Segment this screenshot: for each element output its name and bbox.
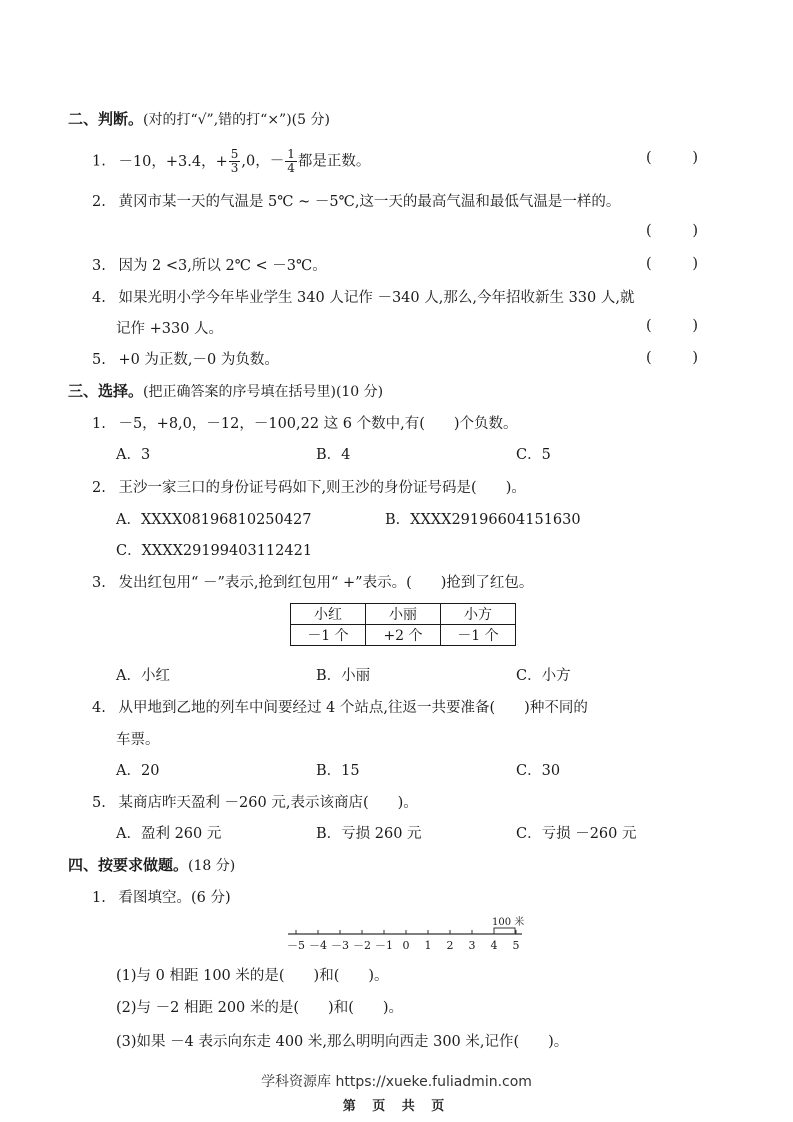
judge-item-4	[92, 286, 634, 307]
choice-q4-cont: 车票。	[116, 732, 160, 748]
item-number: 4.	[92, 290, 106, 306]
choice-q4-option-c[interactable]: C．30	[516, 763, 561, 779]
item-text: 某商店昨天盈利 －260 元,表示该商店( )。	[118, 795, 418, 811]
number-line-label: 3	[468, 939, 476, 952]
footer-page-number: 第 页 共 页	[342, 1099, 451, 1114]
item-number: 1.	[92, 416, 106, 432]
number-line-label: －1	[375, 939, 393, 952]
item-text: 从甲地到乙地的列车中间要经过 4 个站点,往返一共要准备( )种不同的	[118, 700, 588, 716]
choice-q2-option-a[interactable]: A．XXXX08196810250427	[116, 512, 312, 528]
judge-item-1	[92, 148, 370, 175]
table-row	[291, 625, 516, 646]
number-line-label: －4	[309, 939, 327, 952]
choice-q5	[92, 791, 418, 812]
footer-source: 学科资源库 https://xueke.fuliadmin.com	[261, 1074, 532, 1090]
section-work-title: 四、按要求做题。	[68, 856, 189, 874]
section-judge-note: (对的打“√”,错的打“×”)(5 分)	[143, 112, 330, 128]
choice-q5-option-a[interactable]: A．盈利 260 元	[116, 826, 222, 842]
item-number: 3.	[92, 575, 106, 591]
answer-paren-3[interactable]: ( )	[646, 256, 698, 272]
section-choice-note: (把正确答案的序号填在括号里)(10 分)	[143, 384, 384, 400]
fraction-one-quarter: $\frac{1}{4}$	[287, 147, 295, 175]
choice-q2	[92, 476, 526, 497]
choice-q2-option-b[interactable]: B．XXXX29196604151630	[385, 512, 581, 528]
item-text: －5，+8,0，－12，－100,22 这 6 个数中,有( )个负数。	[118, 416, 518, 432]
work-q1-sub2: (2)与 －2 相距 200 米的是( )和( )。	[116, 1000, 404, 1016]
judge-item-3	[92, 254, 327, 275]
judge-item-5	[92, 348, 279, 369]
item-number: 4.	[92, 700, 106, 716]
number-line-label: －2	[353, 939, 371, 952]
section-choice-heading	[68, 380, 383, 401]
item-number: 3.	[92, 258, 106, 274]
choice-q1-option-c[interactable]: C．5	[516, 447, 551, 463]
choice-q4-option-b[interactable]: B．15	[316, 763, 360, 779]
table-header-cell: 小丽	[366, 604, 441, 625]
item-text: 看图填空。(6 分)	[118, 890, 231, 906]
fraction-five-thirds: $\frac{5}{3}$	[230, 147, 239, 175]
number-line-label: 5	[512, 939, 520, 952]
work-q1-sub1: (1)与 0 相距 100 米的是( )和( )。	[116, 968, 389, 984]
section-judge-title: 二、判断。	[68, 110, 144, 128]
item-number: 2.	[92, 194, 106, 210]
section-judge-heading	[68, 108, 330, 129]
choice-q1-option-a[interactable]: A．3	[116, 447, 151, 463]
item-text: 黄冈市某一天的气温是 5℃ ~ －5℃,这一天的最高气温和最低气温是一样的。	[118, 194, 621, 210]
work-q1	[92, 886, 231, 907]
table-cell: +2 个	[366, 625, 441, 646]
section-choice-title: 三、选择。	[68, 382, 144, 400]
item-text: 如果光明小学今年毕业学生 340 人记作 －340 人,那么,今年招收新生 330 人,就	[118, 290, 635, 306]
section-work-note: (18 分)	[188, 858, 236, 874]
scale-bar	[494, 928, 515, 934]
choice-q2-option-c[interactable]: C．XXXX29199403112421	[116, 543, 313, 559]
item-text: 发出红包用“ －”表示,抢到红包用“ +”表示。( )抢到了红包。	[118, 575, 534, 591]
choice-q4	[92, 696, 588, 717]
number-line-label: 2	[446, 939, 454, 952]
choice-q5-option-b[interactable]: B．亏损 260 元	[316, 826, 422, 842]
choice-q4-option-a[interactable]: A．20	[116, 763, 160, 779]
choice-q1-option-b[interactable]: B．4	[316, 447, 351, 463]
section-work-heading	[68, 854, 235, 875]
red-packet-table	[290, 603, 516, 646]
item-number: 5.	[92, 352, 106, 368]
scale-label: 100 米	[492, 917, 525, 928]
item-number: 1.	[92, 153, 106, 170]
choice-q1	[92, 412, 518, 433]
choice-q3-option-c[interactable]: C．小方	[516, 668, 571, 684]
number-line-label: 4	[490, 939, 498, 952]
choice-q3-option-b[interactable]: B．小丽	[316, 668, 371, 684]
item-text-post: 都是正数。	[297, 153, 371, 170]
item-number: 1.	[92, 890, 106, 906]
table-header-cell: 小红	[291, 604, 366, 625]
answer-paren-5[interactable]: ( )	[646, 350, 698, 366]
item-text-pre: －10，+3.4，+	[118, 153, 228, 170]
choice-q3-option-a[interactable]: A．小红	[116, 668, 170, 684]
number-line-label: 1	[424, 939, 432, 952]
table-cell: －1 个	[291, 625, 366, 646]
choice-q5-option-c[interactable]: C．亏损 －260 元	[516, 826, 637, 842]
item-text: 因为 2 <3,所以 2℃ < －3℃。	[118, 258, 327, 274]
answer-paren-2[interactable]: ( )	[646, 223, 698, 239]
number-line	[0, 912, 793, 962]
answer-paren-1[interactable]: ( )	[646, 150, 698, 166]
table-cell: －1 个	[441, 625, 516, 646]
answer-paren-4[interactable]: ( )	[646, 318, 698, 334]
table-header-cell: 小方	[441, 604, 516, 625]
judge-item-4-cont: 记作 +330 人。	[116, 321, 224, 337]
number-line-label: 0	[402, 939, 410, 952]
number-line-label: －5	[287, 939, 305, 952]
work-q1-sub3: (3)如果 －4 表示向东走 400 米,那么明明向西走 300 米,记作( )。	[116, 1034, 569, 1050]
judge-item-2	[92, 190, 620, 211]
number-line-label: －3	[331, 939, 349, 952]
table-header-row	[291, 604, 516, 625]
item-number: 5.	[92, 795, 106, 811]
item-text-mid: ,0，－	[241, 153, 285, 170]
item-number: 2.	[92, 480, 106, 496]
item-text: +0 为正数,－0 为负数。	[118, 352, 279, 368]
choice-q3	[92, 571, 533, 592]
item-text: 王沙一家三口的身份证号码如下,则王沙的身份证号码是( )。	[118, 480, 526, 496]
